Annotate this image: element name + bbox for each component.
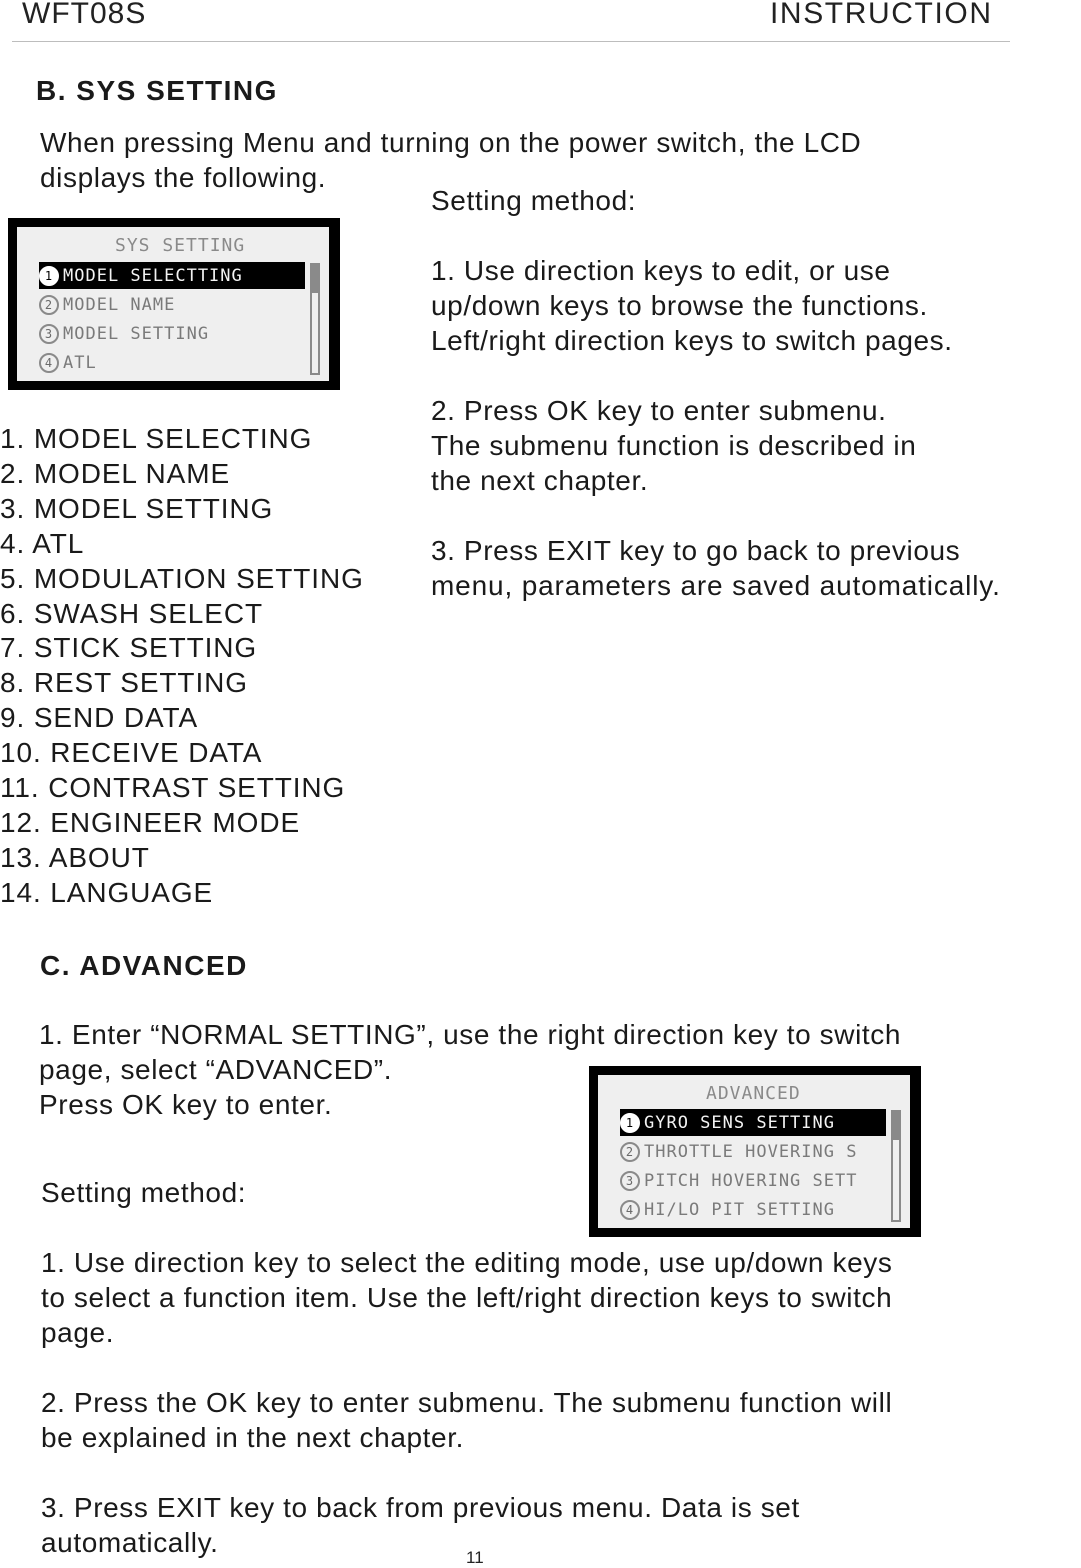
lcd-row-label: MODEL SELECTTING	[63, 265, 243, 286]
method-step-line: page.	[41, 1317, 115, 1348]
lcd-scrollbar-thumb	[312, 265, 318, 293]
method-step-line: Left/right direction keys to switch pages.	[431, 325, 953, 356]
menu-list-item: 2. MODEL NAME	[0, 457, 231, 489]
menu-list-item: 7. STICK SETTING	[0, 632, 258, 664]
lcd-row-number: 4	[39, 353, 59, 373]
lcd-row-label: THROTTLE HOVERING S	[644, 1141, 858, 1162]
advanced-step-line: 1. Enter “NORMAL SETTING”, use the right direction key to switch	[39, 1019, 902, 1050]
lcd-row-label: ATL	[63, 352, 97, 373]
method-step-line: 1. Use direction key to select the editing mode, use up/down keys	[41, 1247, 893, 1278]
sys-setting-menu-list	[0, 422, 364, 911]
menu-list-item: 3. MODEL SETTING	[0, 492, 274, 524]
menu-list-item: 14. LANGUAGE	[0, 876, 214, 908]
advanced-step-line: page, select “ADVANCED”.	[39, 1054, 393, 1085]
menu-list-item: 5. MODULATION SETTING	[0, 562, 364, 594]
method-step-line: be explained in the next chapter.	[41, 1422, 464, 1453]
lcd-row-label: GYRO SENS SETTING	[644, 1112, 835, 1133]
menu-list-item: 12. ENGINEER MODE	[0, 806, 301, 838]
lcd-title: SYS SETTING	[115, 235, 246, 256]
method-step-line: 3. Press EXIT key to back from previous menu. Data is set	[41, 1492, 800, 1523]
menu-list-item: 6. SWASH SELECT	[0, 597, 263, 629]
method-step-line: 2. Press OK key to enter submenu.	[431, 395, 887, 426]
lcd-display	[17, 227, 329, 381]
lcd-menu-row	[39, 349, 97, 376]
menu-list-item: 13. ABOUT	[0, 841, 150, 873]
lcd-row-number: 3	[620, 1171, 640, 1191]
doc-section-label: INSTRUCTION	[770, 0, 993, 30]
advanced-method	[41, 1175, 892, 1560]
lcd-row-number: 1	[39, 266, 59, 286]
lcd-row-label: HI/LO PIT SETTING	[644, 1199, 835, 1220]
method-step-line: 1. Use direction keys to edit, or use	[431, 255, 891, 286]
lcd-menu-row	[39, 320, 209, 347]
advanced-step-line: Press OK key to enter.	[39, 1089, 333, 1120]
method-step-line: up/down keys to browse the functions.	[431, 290, 928, 321]
method-title: Setting method:	[41, 1177, 247, 1208]
lcd-row-label: PITCH HOVERING SETT	[644, 1170, 858, 1191]
intro-line: displays the following.	[40, 162, 327, 193]
lcd-row-label: MODEL SETTING	[63, 323, 210, 344]
lcd-row-number: 3	[39, 324, 59, 344]
header-divider	[12, 41, 1010, 42]
lcd-scrollbar	[891, 1110, 901, 1222]
menu-list-item: 4. ATL	[0, 527, 85, 559]
menu-list-item: 1. MODEL SELECTING	[0, 423, 313, 454]
doc-model-name: WFT08S	[22, 0, 147, 30]
sys-setting-heading: B. SYS SETTING	[36, 75, 278, 106]
lcd-menu-row	[620, 1109, 886, 1136]
lcd-row-number: 2	[39, 295, 59, 315]
lcd-menu-row	[620, 1138, 884, 1165]
lcd-row-number: 1	[620, 1113, 640, 1133]
menu-list-item: 9. SEND DATA	[0, 702, 199, 734]
lcd-menu-row	[39, 262, 305, 289]
method-step-line: automatically.	[41, 1527, 219, 1558]
sys-setting-method	[431, 183, 1001, 603]
lcd-title: ADVANCED	[706, 1083, 801, 1104]
method-title: Setting method:	[431, 185, 637, 216]
page-number: 11	[466, 1548, 484, 1567]
lcd-menu-row	[39, 291, 175, 318]
menu-list-item: 10. RECEIVE DATA	[0, 737, 263, 769]
menu-list-item: 11. CONTRAST SETTING	[0, 772, 346, 804]
lcd-row-label: MODEL NAME	[63, 294, 176, 315]
method-step-line: 3. Press EXIT key to go back to previous	[431, 535, 961, 566]
lcd-scrollbar-thumb	[893, 1112, 899, 1140]
sys-setting-lcd-screen	[8, 218, 340, 390]
menu-list-item: 8. REST SETTING	[0, 667, 248, 699]
method-step-line: 2. Press the OK key to enter submenu. The submenu function will	[41, 1387, 893, 1418]
lcd-row-number: 2	[620, 1142, 640, 1162]
lcd-row-number: 4	[620, 1200, 640, 1220]
method-step-line: The submenu function is described in	[431, 430, 917, 461]
method-step-line: the next chapter.	[431, 465, 649, 496]
lcd-scrollbar	[310, 263, 320, 375]
method-step-line: to select a function item. Use the left/right direction keys to switch	[41, 1282, 893, 1313]
advanced-heading: C. ADVANCED	[40, 950, 248, 981]
method-step-line: menu, parameters are saved automatically.	[431, 570, 1001, 601]
intro-line: When pressing Menu and turning on the power switch, the LCD	[40, 127, 862, 158]
